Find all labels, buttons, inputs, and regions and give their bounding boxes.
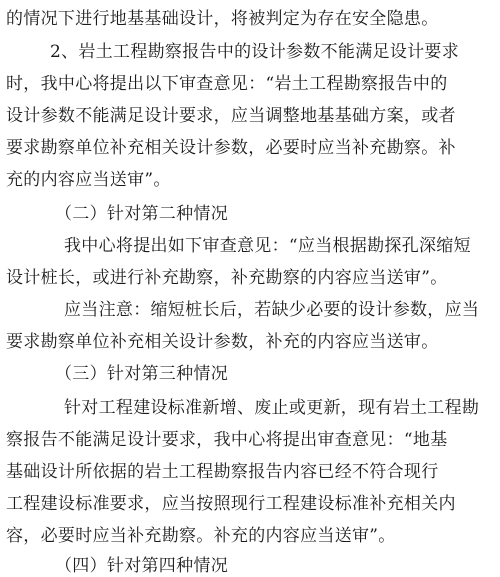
section-heading: （二）针对第二种情况 (55, 204, 228, 224)
section-heading: （四）针对第四种情况 (55, 556, 228, 576)
paragraph-line: 时，我中心将提出以下审查意见：“岩土工程勘察报告中的 (6, 74, 448, 94)
paragraph-line: 针对工程建设标准新增、废止或更新，现有岩土工程勘 (64, 398, 480, 418)
paragraph-line: 充的内容应当送审”。 (6, 170, 171, 190)
paragraph-line: 基础设计所依据的岩土工程勘察报告内容已经不符合现行 (6, 462, 439, 482)
section-heading: （三）针对第三种情况 (55, 364, 228, 384)
paragraph-line: 要求勘察单位补充相关设计参数，补充的内容应当送审。 (6, 332, 439, 352)
paragraph-line: 工程建设标准要求，应当按照现行工程建设标准补充相关内 (6, 494, 456, 514)
paragraph-line: 要求勘察单位补充相关设计参数，必要时应当补充勘察。补 (6, 138, 456, 158)
paragraph-line: 察报告不能满足设计要求，我中心将提出审查意见：“地基 (6, 430, 448, 450)
paragraph-line: 的情况下进行地基基础设计，将被判定为存在安全隐患。 (6, 9, 439, 29)
paragraph-line: 2、岩土工程勘察报告中的设计参数不能满足设计要求 (50, 42, 460, 62)
paragraph-line: 设计参数不能满足设计要求，应当调整地基基础方案，或者 (6, 106, 456, 126)
paragraph-line: 我中心将提出如下审查意见：“应当根据勘探孔深缩短 (64, 236, 471, 256)
paragraph-line: 应当注意：缩短桩长后，若缺少必要的设计参数，应当 (64, 300, 480, 320)
paragraph-line: 设计桩长，或进行补充勘察，补充勘察的内容应当送审”。 (6, 268, 448, 288)
paragraph-line: 容，必要时应当补充勘察。补充的内容应当送审”。 (6, 526, 396, 546)
